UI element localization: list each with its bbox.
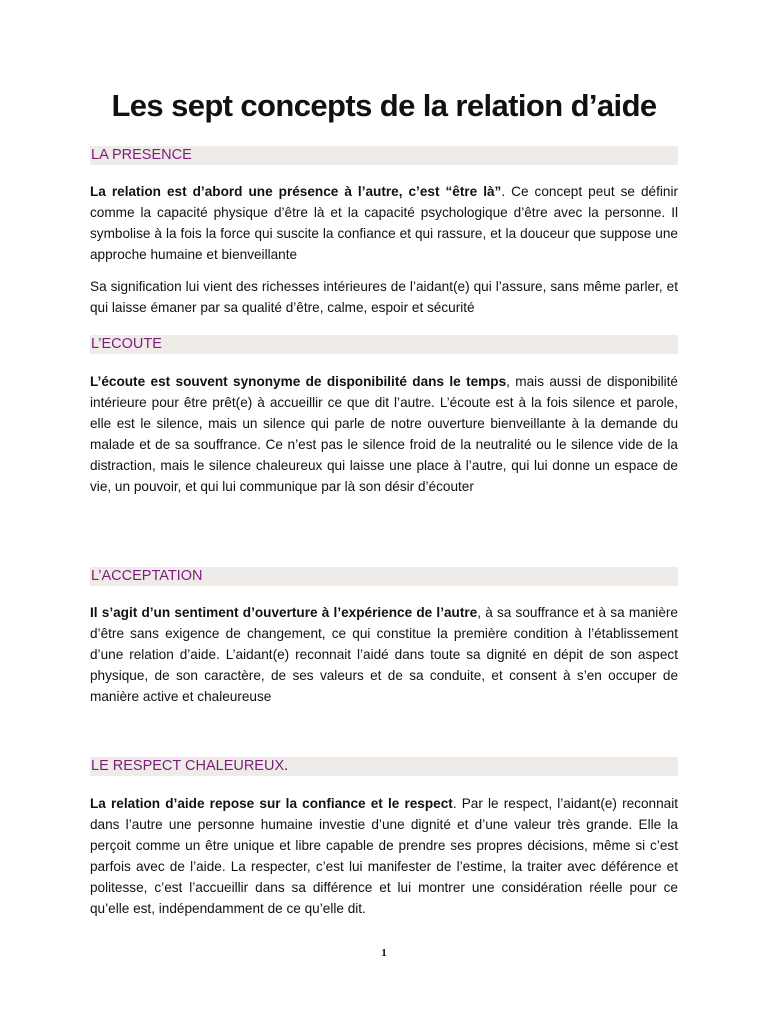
paragraph-lead: La relation d’aide repose sur la confiance et le respect: [90, 796, 453, 811]
section-heading-acceptation: [90, 567, 678, 586]
document-title: Les sept concepts de la relation d’aide: [111, 88, 657, 123]
section-heading-text: LA PRESENCE: [91, 147, 192, 163]
paragraph-ecoute-1: [90, 371, 678, 497]
paragraph-text: . Ce concept peut se définir comme la capacité physique d’être là et la capacité psychologique d’être avec la personne. Il symbolise à la fois la force qui suscite la confiance et qui rassure, et la douceur que suppose une approche humaine et bienveillante: [90, 184, 678, 262]
section-heading-text: L’ECOUTE: [91, 336, 162, 352]
paragraph-presence-1: [90, 181, 678, 265]
document-page: [90, 0, 678, 1024]
paragraph-lead: Il s’agit d’un sentiment d’ouverture à l’expérience de l’autre: [90, 605, 478, 620]
section-heading-respect: [90, 757, 678, 776]
paragraph-lead: La relation est d’abord une présence à l’autre, c’est “être là”: [90, 184, 502, 199]
paragraph-lead: L’écoute est souvent synonyme de disponibilité dans le temps: [90, 374, 507, 389]
section-heading-suffix: .: [284, 758, 289, 774]
paragraph-text: . Par le respect, l’aidant(e) reconnait dans l’autre une personne humaine investie d’une dignité et d’une valeur très grande. Elle la perçoit comme un être unique et libre capable de prendre ses propres décisions, même si c’est parfois avec de l’aide. La respecter, c’est lui manifester de l’estime, la traiter avec déférence et politesse, c’est l’accueillir dans sa différence et lui montrer une considération réelle pour ce qu’elle est, indépendamment de ce qu’elle dit.: [90, 796, 678, 916]
page-number: 1: [381, 947, 387, 959]
paragraph-text: , mais aussi de disponibilité intérieure pour être prêt(e) à accueillir ce que dit l’autre. L’écoute est à la fois silence et parole, elle est le silence, mais un silence qui parle de notre ouverture bienveillante à la demande du malade et de sa souffrance. Ce n’est pas le silence froid de la neutralité ou le silence vide de la distraction, mais le silence chaleureux qui laisse une place à l’autre, qui lui donne un espace de vie, un pouvoir, et qui lui communique par là son désir d’écouter: [90, 374, 678, 494]
section-heading-text: L’ACCEPTATION: [91, 568, 203, 584]
paragraph-text: Sa signification lui vient des richesses intérieures de l’aidant(e) qui l’assure, sans même parler, et qui laisse émaner par sa qualité d’être, calme, espoir et sécurité: [90, 279, 678, 315]
paragraph-acceptation-1: [90, 602, 678, 707]
paragraph-respect-1: [90, 793, 678, 919]
section-heading-text: LE RESPECT CHALEUREUX: [91, 758, 285, 774]
paragraph-text: , à sa souffrance et à sa manière d’être sans exigence de changement, ce qui constitue la première condition à l’établissement d’une relation d’aide. L’aidant(e) reconnait l’aidé dans toute sa dignité en dépit de son aspect physique, de son caractère, de ses valeurs et de sa conduite, et consent à s’en occuper de manière active et chaleureuse: [90, 605, 678, 704]
paragraph-presence-2: [90, 276, 678, 318]
section-heading-presence: [90, 146, 678, 165]
section-heading-ecoute: [90, 335, 678, 354]
